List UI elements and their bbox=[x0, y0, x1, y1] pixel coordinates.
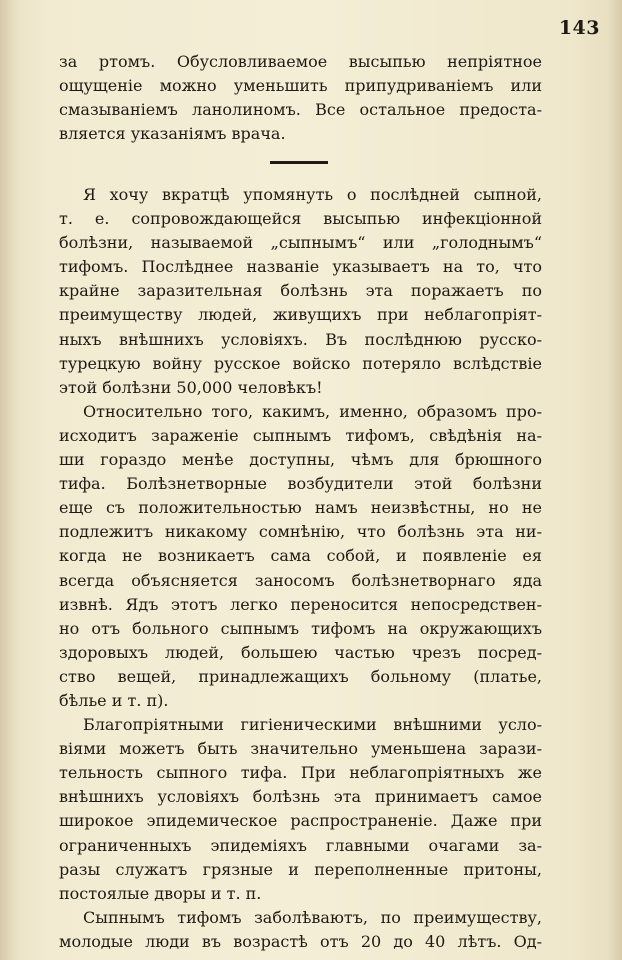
text-line: Относительно того, какимъ, именно, образомъ про- bbox=[83, 401, 542, 421]
text-line: смазываніемъ ланолиномъ. Все остальное предоста- bbox=[59, 100, 542, 120]
text-line: исходитъ зараженіе сыпнымъ тифомъ, свѣдѣнія на- bbox=[59, 425, 542, 445]
text-line: Благопріятными гигіеническими внѣшними усло- bbox=[83, 715, 542, 735]
text-line: постоялые дворы и т. п. bbox=[59, 883, 262, 903]
text-line: Сыпнымъ тифомъ заболѣваютъ, по преимуществу, bbox=[83, 907, 542, 927]
text-line: подлежитъ никакому сомнѣнію, что болѣзнь эта ни- bbox=[59, 522, 542, 542]
text-line: внѣшнихъ условіяхъ болѣзнь эта принимаетъ самое bbox=[59, 787, 542, 807]
text-line: тифомъ. Послѣднее названіе указываетъ на то, что bbox=[59, 257, 542, 277]
text-line: еще съ положительностью намъ неизвѣстны, но не bbox=[59, 498, 542, 518]
text-line: всегда объясняется заносомъ болѣзнетворнаго яда bbox=[59, 570, 542, 590]
text-line: но отъ больного сыпнымъ тифомъ на окружающихъ bbox=[59, 618, 542, 638]
text-line: тельность сыпного тифа. При неблагопріятныхъ же bbox=[59, 763, 542, 783]
page-edge-right bbox=[608, 0, 622, 960]
text-line: разы служатъ грязные и переполненные притоны, bbox=[59, 859, 542, 879]
paragraph-5 bbox=[59, 906, 542, 954]
text-line: бѣлье и т. п). bbox=[59, 690, 169, 710]
text-line: широкое эпидемическое распространеніе. Даже при bbox=[59, 811, 542, 831]
text-line: ши гораздо менѣе доступны, чѣмъ для брюшного bbox=[59, 450, 542, 470]
text-line: ограниченныхъ эпидеміяхъ главными очагами за- bbox=[59, 835, 542, 855]
text-line: преимуществу людей, живущихъ при неблагопріят- bbox=[59, 305, 542, 325]
text-line: тифа. Болѣзнетворные возбудители этой болѣзни bbox=[59, 474, 542, 494]
text-line: віями можетъ быть значительно уменьшена зарази- bbox=[59, 739, 542, 759]
text-line: крайне заразительная болѣзнь эта поражаетъ по bbox=[59, 281, 542, 301]
text-line: ство вещей, принадлежащихъ больному (платье, bbox=[59, 666, 542, 686]
text-line: ощущеніе можно уменьшить припудриваніемъ или bbox=[59, 76, 542, 96]
text-line: этой болѣзни 50,000 человѣкъ! bbox=[59, 377, 323, 397]
text-line: ныхъ внѣшнихъ условіяхъ. Въ послѣднюю русско- bbox=[59, 329, 542, 349]
body-text bbox=[59, 183, 542, 954]
section-divider bbox=[270, 161, 328, 164]
text-line: т. е. сопровождающейся высыпью инфекціонной bbox=[59, 209, 542, 229]
text-line: извнѣ. Ядъ этотъ легко переносится непосредствен- bbox=[59, 594, 542, 614]
paragraph-4 bbox=[59, 713, 542, 906]
text-line: Я хочу вкратцѣ упомянуть о послѣдней сыпной, bbox=[83, 185, 542, 204]
text-line: здоровыхъ людей, большею частью чрезъ посред- bbox=[59, 642, 542, 662]
paragraph-3 bbox=[59, 400, 542, 713]
text-line: турецкую войну русское войско потеряло вслѣдствіе bbox=[59, 353, 542, 373]
paragraph-1 bbox=[59, 50, 542, 146]
text-line: когда не возникаетъ сама собой, и появленіе ея bbox=[59, 546, 542, 566]
text-line: вляется указаніямъ врача. bbox=[59, 124, 286, 144]
page-number: 143 bbox=[558, 17, 600, 39]
page-edge-left bbox=[0, 0, 18, 960]
text-line: молодые люди въ возрастѣ отъ 20 до 40 лѣтъ. Од- bbox=[59, 931, 542, 951]
paragraph-2 bbox=[59, 183, 542, 400]
text-line: болѣзни, называемой „сыпнымъ“ или „голоднымъ“ bbox=[59, 233, 542, 253]
text-line: за ртомъ. Обусловливаемое высыпью непріятное bbox=[59, 52, 542, 71]
